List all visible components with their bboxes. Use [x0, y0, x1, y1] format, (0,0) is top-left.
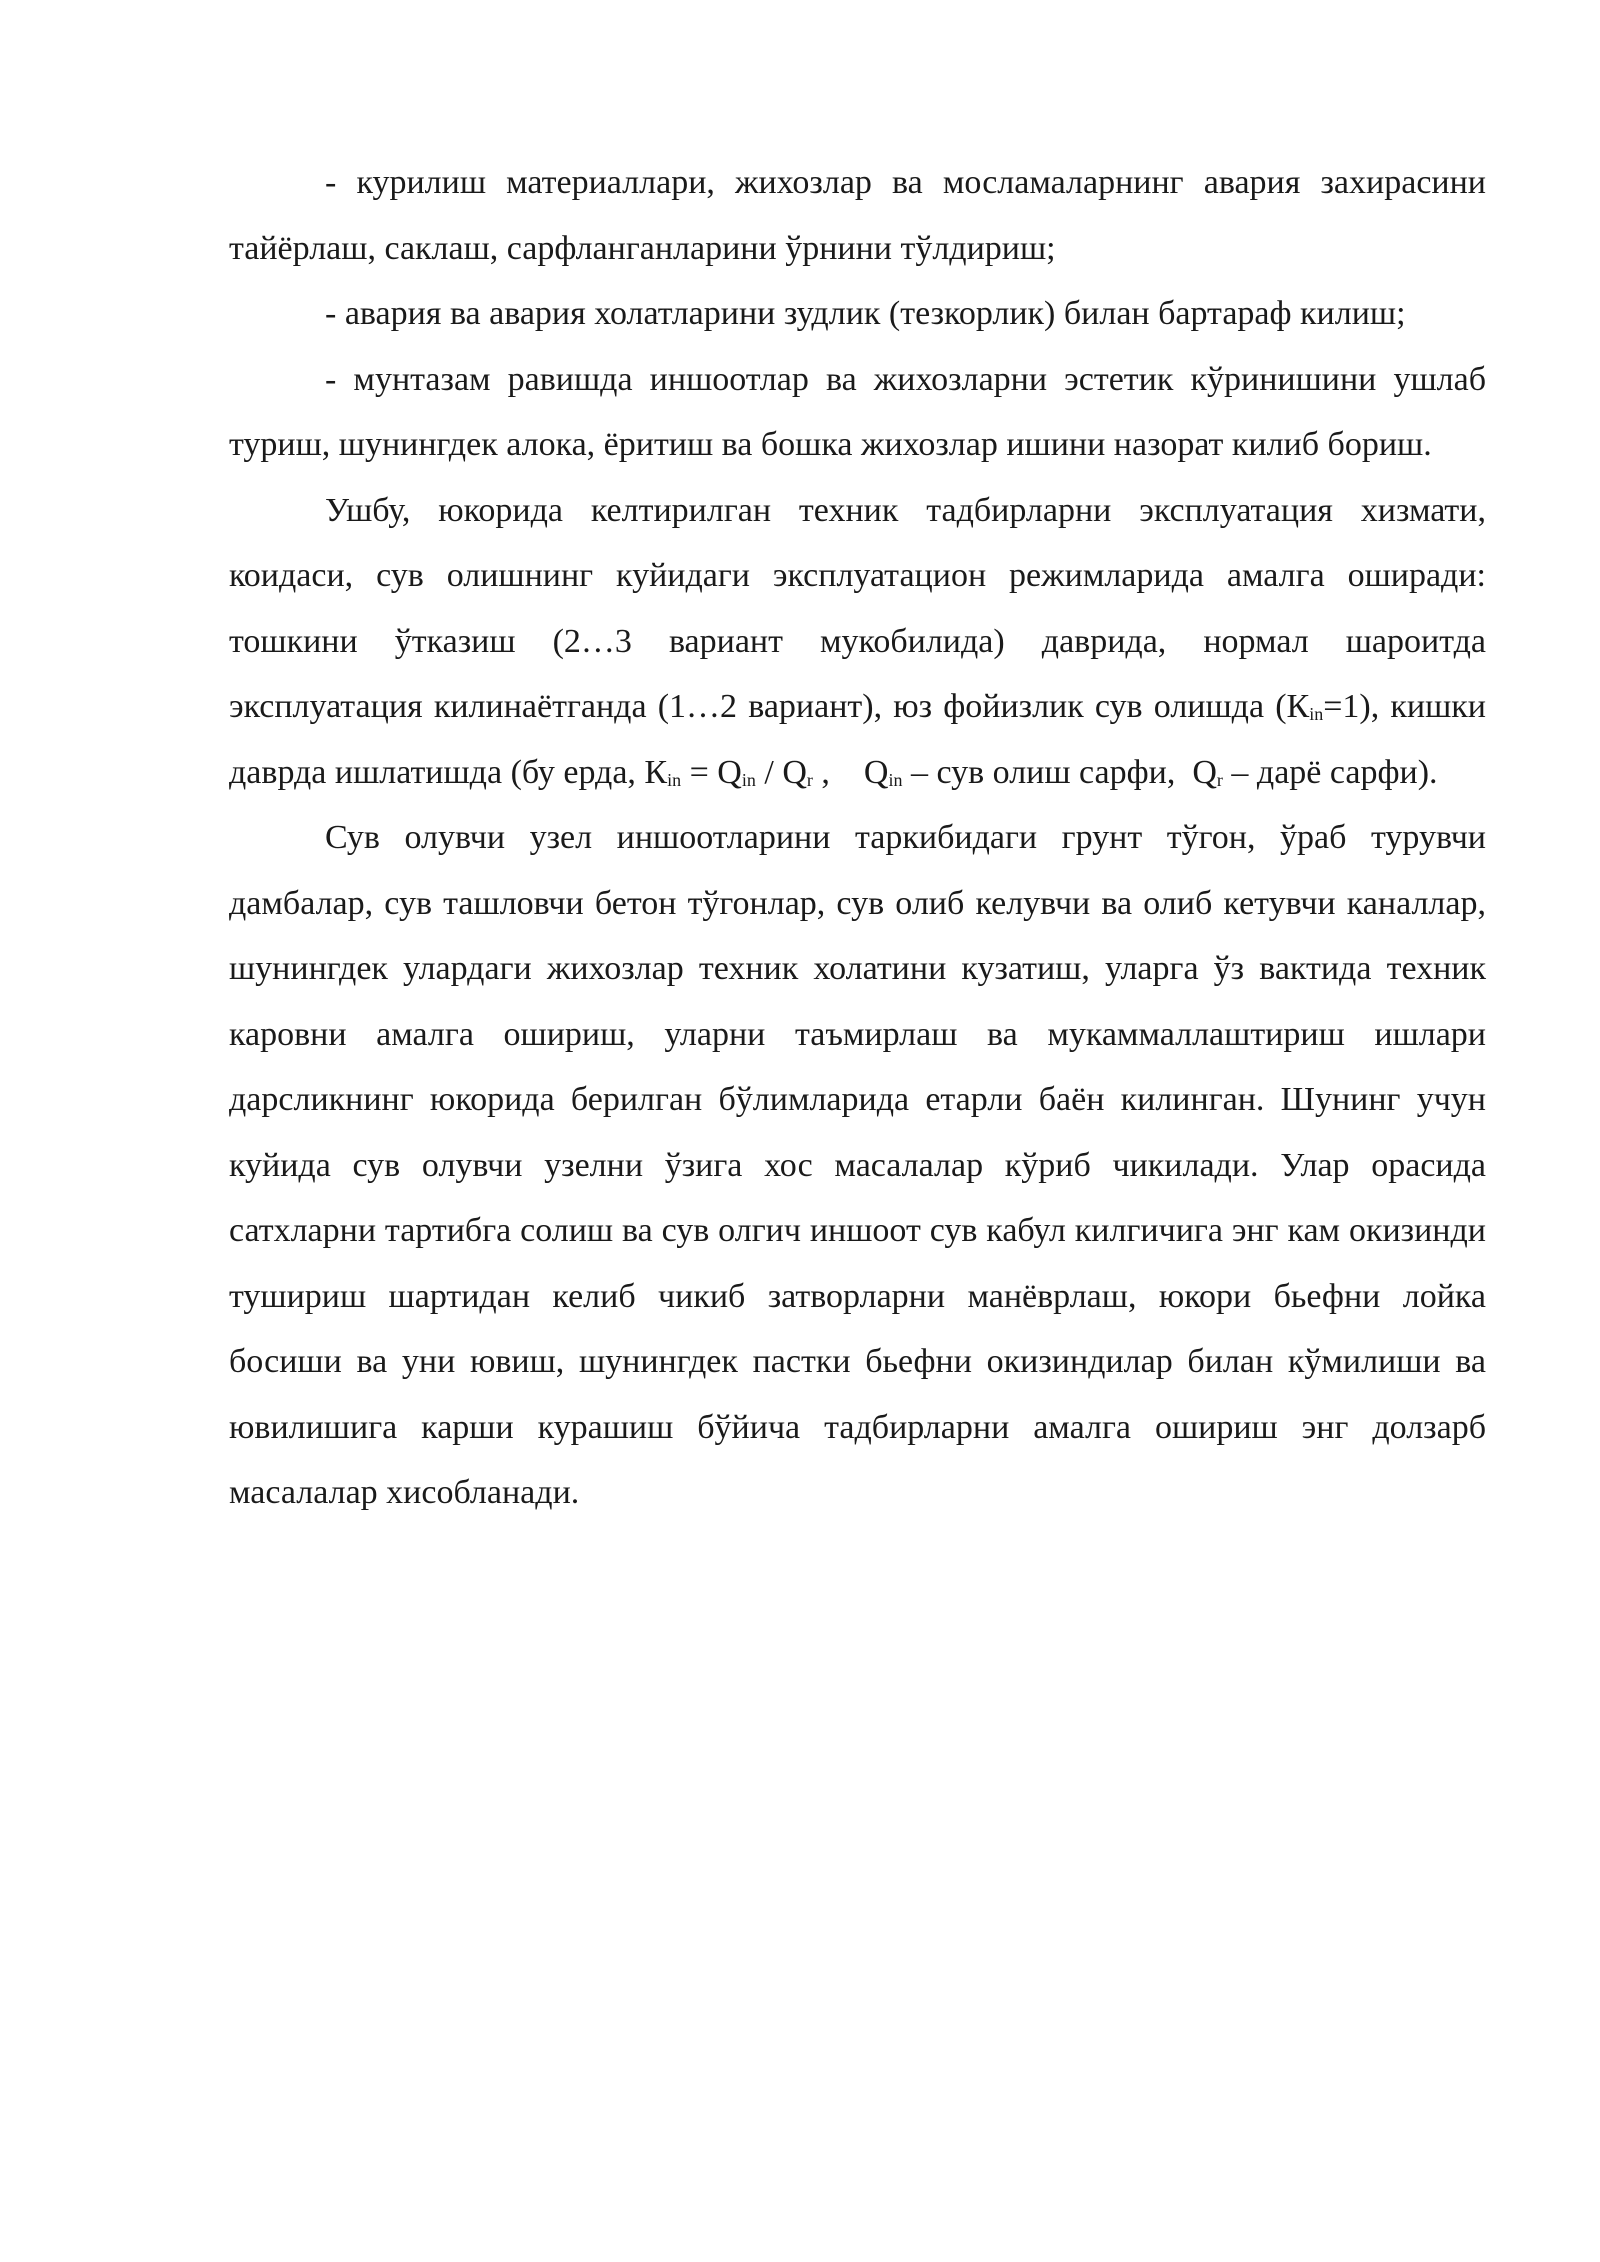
paragraph-4-text: = Q	[681, 753, 742, 791]
paragraph-4-text: – дарё сарфи).	[1222, 753, 1438, 791]
subscript-in: in	[888, 769, 903, 790]
subscript-in: in	[741, 769, 756, 790]
subscript-in: in	[667, 769, 682, 790]
paragraph-4	[229, 478, 1486, 806]
document-body	[229, 150, 1486, 1526]
subscript-r: r	[1216, 769, 1223, 790]
paragraph-3: - мунтазам равишда иншоотлар ва жихозларни эстетик кўринишини ушлаб туриш, шунингдек алока, ёритиш ва бошка жихозлар ишини назорат килиб бориш.	[229, 360, 1486, 463]
paragraph-4-text: / Q	[755, 753, 807, 791]
paragraph-2: - авария ва авария холатларини зудлик (тезкорлик) билан бартараф килиш;	[325, 295, 1406, 332]
subscript-r: r	[806, 769, 813, 790]
paragraph-4-text: =1), кишки даврда ишлатишда (бу ерда, К	[229, 688, 1486, 791]
subscript-in: in	[1309, 704, 1324, 724]
paragraph-4-text: Ушбу, юкорида келтирилган техник тадбирларни эксплуатация хизмати, коидаси, сув олишнинг куйидаги эксплуатацион режимларида амалга оширади: тошкини ўтказиш (2…3 вариант мукобилида) даврида, нормал шароитда эксплуатация килинаётганда (1…2 вариант), юз фойизлик сув олишда (К	[229, 491, 1486, 725]
paragraph-4-text: – сув олиш сарфи, Q	[902, 753, 1217, 791]
paragraph-5: Сув олувчи узел иншоотларини таркибидаги грунт тўгон, ўраб турувчи дамбалар, сув ташловчи бетон тўгонлар, сув олиб келувчи ва олиб кетувчи каналлар, шунингдек улардаги жихозлар техник холатини кузатиш, уларга ўз вактида техник каровни амалга ошириш, уларни таъмирлаш ва мукаммаллаштириш ишлари дарсликнинг юкорида берилган бўлимларида етарли баён килинган. Шунинг учун куйида сув олувчи узелни ўзига хос масалалар кўриб чикилади. Улар орасида сатхларни тартибга солиш ва сув олгич иншоот сув кабул килгичига энг кам окизинди тушириш шартидан келиб чикиб затворларни манёврлаш, юкори бьефни лойка босиши ва уни ювиш, шунингдек пастки бьефни окизиндилар билан кўмилиши ва ювилишига карши курашиш бўйича тадбирларни амалга ошириш энг долзарб масалалар хисобланади.	[229, 819, 1486, 1511]
paragraph-4-text: , Q	[812, 753, 889, 791]
paragraph-1: - курилиш материаллари, жихозлар ва мосламаларнинг авария захирасини тайёрлаш, саклаш, сарфланганларини ўрнини тўлдириш;	[229, 164, 1486, 267]
